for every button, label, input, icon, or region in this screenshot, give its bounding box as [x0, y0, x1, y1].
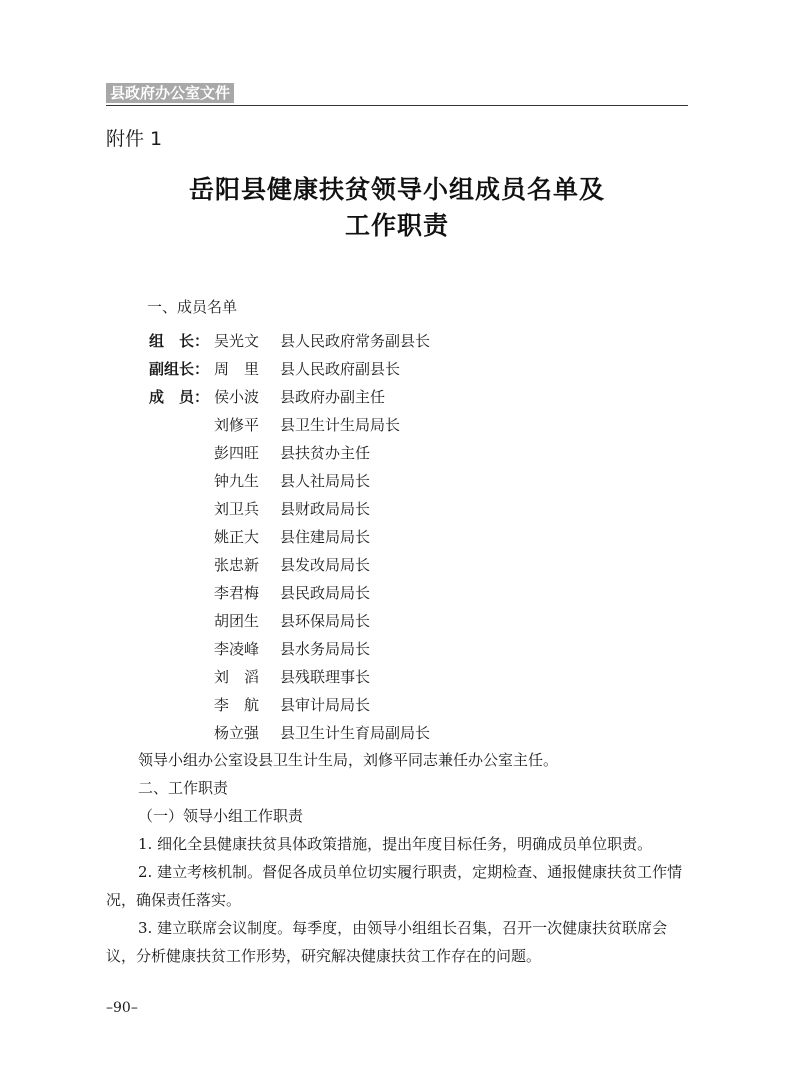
- member-row: [0, 413, 793, 437]
- member-position: 县卫生计生育局副局长: [280, 724, 431, 742]
- member-position: 县残联理事长: [280, 668, 371, 686]
- member-position: 县住建局局长: [280, 528, 371, 546]
- member-row: [0, 329, 793, 353]
- member-position: 县卫生计生局局长: [280, 416, 401, 434]
- member-position: 县人社局局长: [280, 472, 371, 490]
- member-row: [0, 581, 793, 605]
- member-name: 杨立强: [214, 724, 260, 742]
- attachment-label: 附件 1: [106, 128, 163, 150]
- member-name: 李凌峰: [214, 640, 260, 658]
- header-tag: 县政府办公室文件: [106, 83, 234, 103]
- section1-heading: 一、成员名单: [147, 298, 238, 316]
- member-position: 县政府办副主任: [280, 388, 386, 406]
- member-row: [0, 385, 793, 409]
- member-position: 县审计局局长: [280, 696, 371, 714]
- duty-item-1: 1. 细化全县健康扶贫具体政策措施，提出年度目标任务，明确成员单位职责。: [138, 835, 653, 853]
- member-name: 周 里: [214, 360, 260, 378]
- member-name: 彭四旺: [214, 444, 260, 462]
- member-row: [0, 665, 793, 689]
- member-position: 县人民政府常务副县长: [280, 332, 431, 350]
- member-row: [0, 469, 793, 493]
- member-row: [0, 497, 793, 521]
- member-position: 县环保局局长: [280, 612, 371, 630]
- member-name: 李君梅: [214, 584, 260, 602]
- duty-item-2: 2. 建立考核机制。督促各成员单位切实履行职责，定期检查、通报健康扶贫工作情况，确保责任落实。: [106, 863, 683, 909]
- member-position: 县扶贫办主任: [280, 444, 371, 462]
- member-position: 县民政局局长: [280, 584, 371, 602]
- member-role: 成 员：: [149, 388, 210, 406]
- member-row: [0, 721, 793, 745]
- member-position: 县发改局局长: [280, 556, 371, 574]
- member-name: 侯小波: [214, 388, 260, 406]
- member-row: [0, 693, 793, 717]
- section2-sub-heading: （一）领导小组工作职责: [138, 807, 304, 825]
- member-name: 李 航: [214, 696, 260, 714]
- member-position: 县财政局局长: [280, 500, 371, 518]
- member-role: 副组长：: [149, 360, 210, 378]
- member-row: [0, 441, 793, 465]
- member-position: 县水务局局长: [280, 640, 371, 658]
- member-row: [0, 609, 793, 633]
- document-title-line1: 岳阳县健康扶贫领导小组成员名单及: [188, 175, 605, 204]
- member-name: 刘 滔: [214, 668, 260, 686]
- page-number: –90–: [106, 1000, 138, 1016]
- document-header: [106, 83, 688, 106]
- member-row: [0, 357, 793, 381]
- member-row: [0, 525, 793, 549]
- section2-heading: 二、工作职责: [138, 779, 229, 797]
- member-name: 姚正大: [214, 528, 260, 546]
- member-row: [0, 553, 793, 577]
- member-role: 组 长：: [149, 332, 210, 350]
- office-note: 领导小组办公室设县卫生计生局，刘修平同志兼任办公室主任。: [138, 751, 559, 769]
- duty-item-3: 3. 建立联席会议制度。每季度，由领导小组组长召集，召开一次健康扶贫联席会议，分析健康扶贫工作形势，研究解决健康扶贫工作存在的问题。: [106, 919, 668, 965]
- member-row: [0, 637, 793, 661]
- member-position: 县人民政府副县长: [280, 360, 401, 378]
- member-name: 吴光文: [214, 332, 260, 350]
- member-name: 刘修平: [214, 416, 260, 434]
- member-name: 刘卫兵: [214, 500, 260, 518]
- member-name: 胡团生: [214, 612, 260, 630]
- document-title-line2: 工作职责: [344, 211, 449, 240]
- member-name: 张忠新: [214, 556, 260, 574]
- member-name: 钟九生: [214, 472, 260, 490]
